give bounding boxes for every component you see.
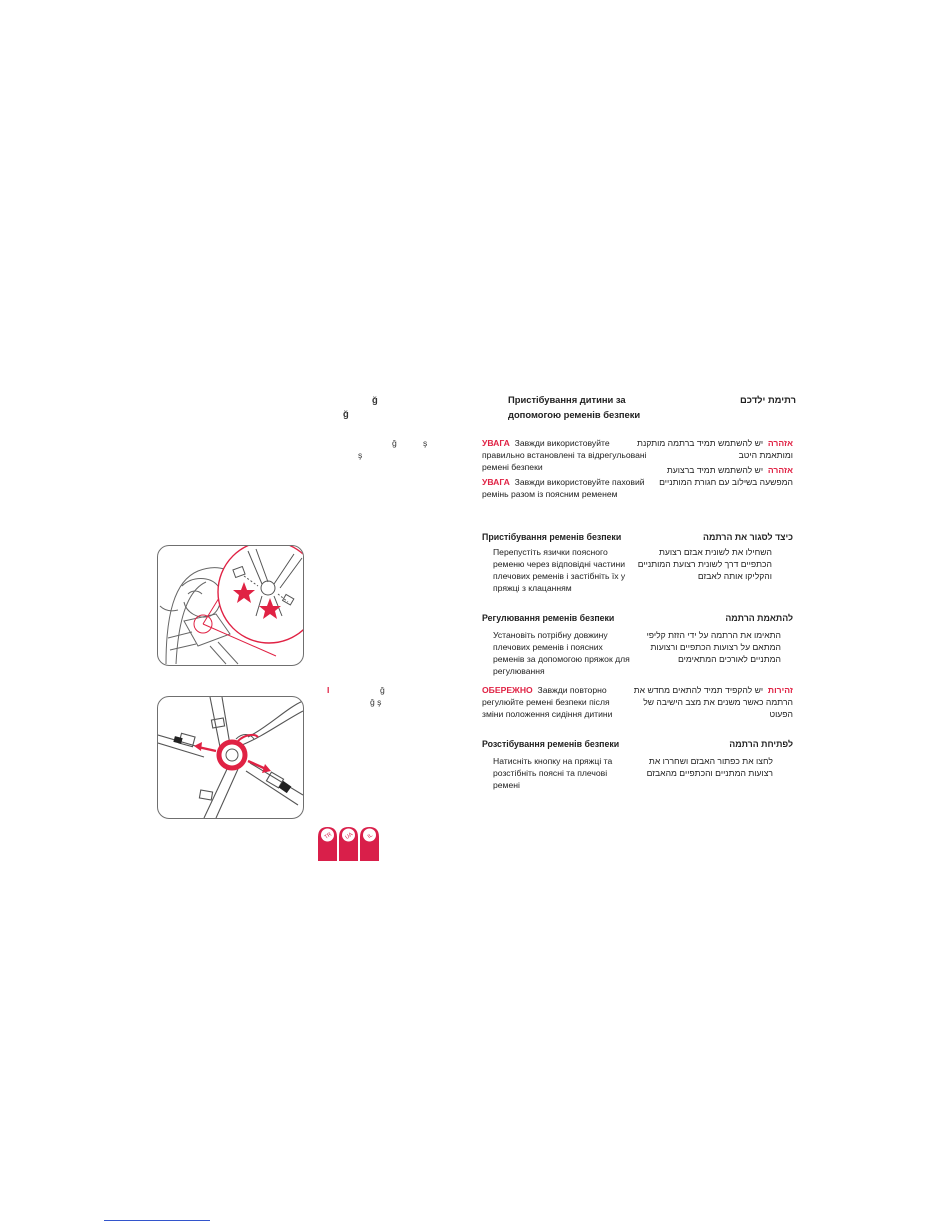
language-tab-tr bbox=[318, 827, 337, 861]
language-tab-il bbox=[360, 827, 379, 861]
tr-caution-line2: ğ ş bbox=[370, 697, 382, 707]
ua-warning-2-label: УВАГА bbox=[482, 477, 510, 487]
tr-caution-line1: ğ bbox=[380, 685, 385, 695]
harness-fasten-illustration bbox=[157, 545, 304, 666]
ua-warning-2-text: Завжди використовуйте паховий ремінь разом із поясним ременем bbox=[482, 477, 645, 499]
ua-fasten-text: Перепустіть язички поясного ременю через відповідні частини плечових ременів і застібніть їх у пряжці з клацанням bbox=[493, 547, 626, 593]
il-caution-text: יש להקפיד תמיד להתאים מחדש את הרתמה כאשר משנים את מצב הישיבה של הפעוט bbox=[633, 685, 793, 719]
il-fasten-title: כיצד לסגור את הרתמה bbox=[703, 532, 793, 542]
tr-warning-row1: ğ ş bbox=[392, 438, 428, 448]
ua-unfasten-text: Натисніть кнопку на пряжці та розстібніть поясні та плечові ремені bbox=[493, 756, 613, 790]
tr-caution-mark: I bbox=[327, 685, 330, 695]
ua-adjust-title: Регулювання ременів безпеки bbox=[482, 613, 615, 623]
tr-warning-row2: ş bbox=[358, 450, 363, 460]
buckle-release-drawing bbox=[158, 697, 303, 818]
ua-warning-2 bbox=[482, 476, 647, 500]
il-warning-1-label: אזהרה bbox=[767, 438, 793, 448]
il-warning-1-text: יש להשתמש תמיד ברתמה מותקנת ומותאמת היטב bbox=[637, 438, 793, 460]
ua-warning-1-text: Завжди використовуйте правильно встановлені та відрегульовані ремені безпеки bbox=[482, 438, 647, 472]
il-warning-2-text: יש להשתמש תמיד ברצועת המפשעה בשילוב עם חגורת המותניים bbox=[659, 465, 793, 487]
il-caution-label: זהירות bbox=[767, 685, 793, 695]
il-fasten-text: השחילו את לשונית אבזם רצועת הכתפיים דרך לשונית רצועת המותניים והקליקו אותה לאבזם bbox=[637, 547, 772, 581]
il-title: רתימת ילדכם bbox=[740, 394, 796, 405]
ua-unfasten-title: Розстібування ременів безпеки bbox=[482, 739, 620, 749]
harness-release-illustration bbox=[157, 696, 304, 819]
tr-title-line1: ğ bbox=[372, 394, 378, 405]
language-tab-ua bbox=[339, 827, 358, 861]
child-seat-harness-drawing bbox=[158, 546, 303, 665]
ua-adjust-text: Установіть потрібну довжину плечових ременів і поясних ременів за допомогою пряжок для регулювання bbox=[493, 630, 630, 676]
il-warning-1 bbox=[633, 437, 793, 461]
il-unfasten-title: לפתיחת הרתמה bbox=[729, 739, 793, 749]
ua-warning-1-label: УВАГА bbox=[482, 438, 510, 448]
ua-caution-label: ОБЕРЕЖНО bbox=[482, 685, 533, 695]
tr-title-line2: ğ bbox=[343, 408, 349, 419]
tab-label-tr: TR bbox=[323, 831, 334, 841]
tab-label-il: IL bbox=[366, 832, 374, 841]
ua-caution-text: Завжди повторно регулюйте ремені безпеки після зміни положення сидіння дитини bbox=[482, 685, 613, 719]
il-warning-2 bbox=[633, 464, 793, 488]
ua-title: Пристібування дитини за допомогою ременів безпеки bbox=[508, 394, 641, 420]
il-adjust-title: להתאמת הרתמה bbox=[725, 613, 793, 623]
footer-link-underline bbox=[104, 1220, 210, 1221]
ua-warning-1 bbox=[482, 437, 647, 473]
ua-caution bbox=[482, 684, 632, 720]
tab-label-ua: UA bbox=[344, 831, 355, 841]
ua-fasten-title: Пристібування ременів безпеки bbox=[482, 532, 622, 542]
il-caution bbox=[627, 684, 793, 720]
il-warning-2-label: אזהרה bbox=[767, 465, 793, 475]
il-adjust-text: התאימו את הרתמה על ידי הזזת קליפי המתאם על רצועות הכתפיים ורצועות המתניים לאורכים המתאימים bbox=[646, 630, 781, 664]
il-unfasten-text: לחצו את כפתור האבזם ושחררו את רצועות המתניים והכתפיים מהאבזם bbox=[646, 756, 773, 778]
